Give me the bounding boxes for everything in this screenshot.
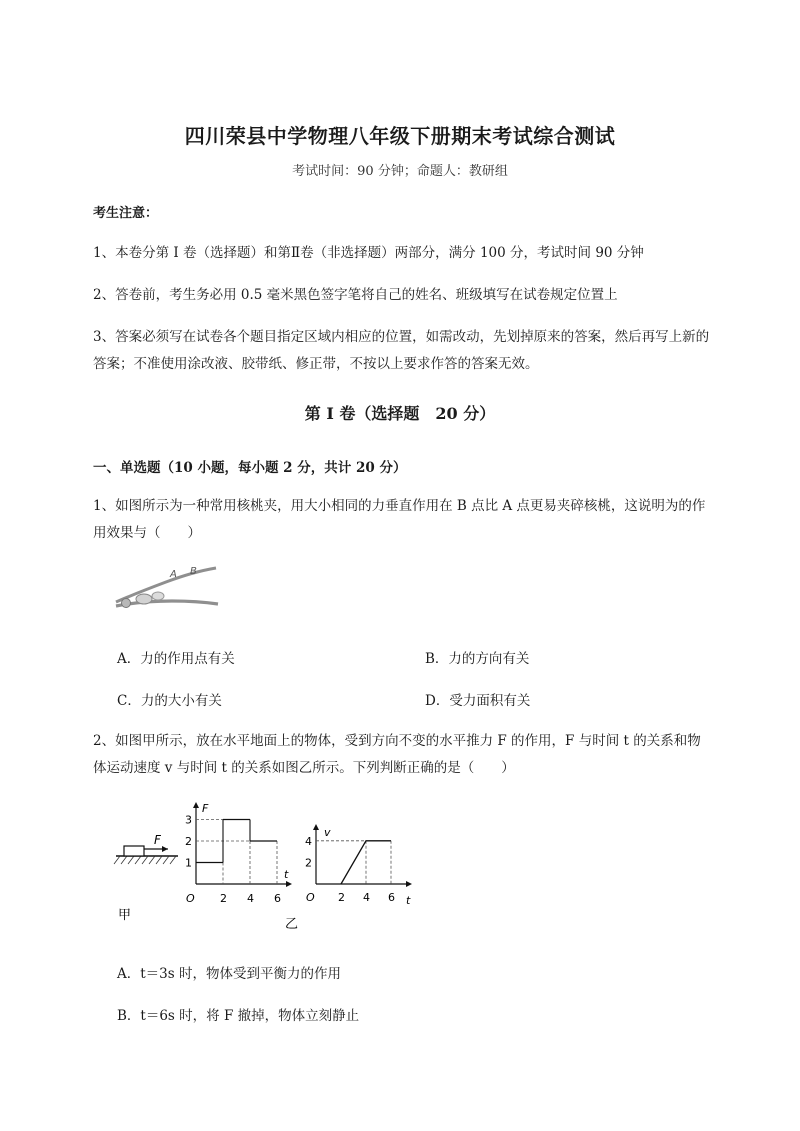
x-tick-label: 4: [247, 892, 254, 905]
x-axis-arrow: [406, 881, 412, 887]
question-2-stem: 2、如图甲所示，放在水平地面上的物体，受到方向不变的水平推力 F 的作用，F 与时间 t 的关系和物体运动速度 v 与时间 t 的关系如图乙所示。下列判断正确的是（ ）: [93, 733, 701, 776]
origin-label: O: [306, 891, 315, 904]
question-1-stem: 1、如图所示为一种常用核桃夹，用大小相同的力垂直作用在 B 点比 A 点更易夹碎核桃，这说明为的作用效果与（ ）: [93, 498, 706, 541]
exam-info: 考试时间：90 分钟；命题人：教研组: [292, 164, 508, 179]
y-tick-label: 3: [185, 813, 192, 827]
q2-option-a[interactable]: A．t＝3s 时，物体受到平衡力的作用: [117, 966, 341, 982]
x-tick-label: 4: [363, 891, 370, 904]
label-b: B: [190, 566, 197, 577]
label-yi: 乙: [285, 917, 299, 932]
label-a: A: [170, 569, 177, 580]
block-figure: [112, 818, 184, 930]
y-tick-label: 2: [305, 856, 312, 870]
x-axis-label: t: [406, 894, 411, 907]
y-axis-label: v: [324, 826, 331, 839]
nutcracker-figure: [112, 562, 222, 617]
y-axis-arrow: [193, 802, 199, 808]
notice-item-2: 2、答卷前，考生务必用 0.5 毫米黑色签字笔将自己的姓名、班级填写在试卷规定位置上: [93, 287, 618, 303]
x-axis-label: t: [284, 868, 289, 881]
y-tick-label: 2: [185, 835, 192, 848]
x-tick-label: 6: [388, 891, 395, 904]
v-t-chart: [300, 820, 420, 914]
q1-option-a[interactable]: A．力的作用点有关: [117, 651, 235, 667]
y-tick-label: 1: [185, 856, 192, 870]
label-jia: 甲: [118, 908, 132, 923]
y-axis-label: F: [202, 802, 209, 815]
notice-heading: 考生注意：: [93, 206, 159, 221]
q1-option-d[interactable]: D．受力面积有关: [425, 693, 531, 709]
q2-option-b[interactable]: B．t＝6s 时，将 F 撤掉，物体立刻静止: [117, 1008, 360, 1024]
section-title: 第 I 卷（选择题 20 分）: [304, 404, 496, 423]
question-group-heading: 一、单选题（10 小题，每小题 2 分，共计 20 分）: [93, 460, 407, 476]
force-label: F: [154, 833, 161, 847]
origin-label: O: [186, 892, 195, 905]
notice-item-3: 3、答案必须写在试卷各个题目指定区域内相应的位置，如需改动，先划掉原来的答案，然后再写上新的答案；不准使用涂改液、胶带纸、修正带，不按以上要求作答的答案无效。: [93, 329, 710, 372]
x-axis-arrow: [286, 881, 292, 887]
q1-option-b[interactable]: B．力的方向有关: [425, 651, 530, 667]
x-tick-label: 6: [274, 892, 281, 905]
notice-item-1: 1、本卷分第 I 卷（选择题）和第Ⅱ卷（非选择题）两部分，满分 100 分，考试时间 90 分钟: [93, 245, 644, 261]
x-tick-label: 2: [220, 892, 227, 905]
block: [124, 846, 144, 856]
x-tick-label: 2: [338, 891, 345, 904]
y-axis-arrow: [313, 824, 319, 830]
q1-option-c[interactable]: C．力的大小有关: [117, 693, 222, 709]
page-title: 四川荣县中学物理八年级下册期末考试综合测试: [184, 124, 616, 148]
f-t-chart: [178, 798, 300, 932]
ground-hatching: [114, 856, 176, 864]
y-tick-label: 4: [305, 834, 312, 848]
